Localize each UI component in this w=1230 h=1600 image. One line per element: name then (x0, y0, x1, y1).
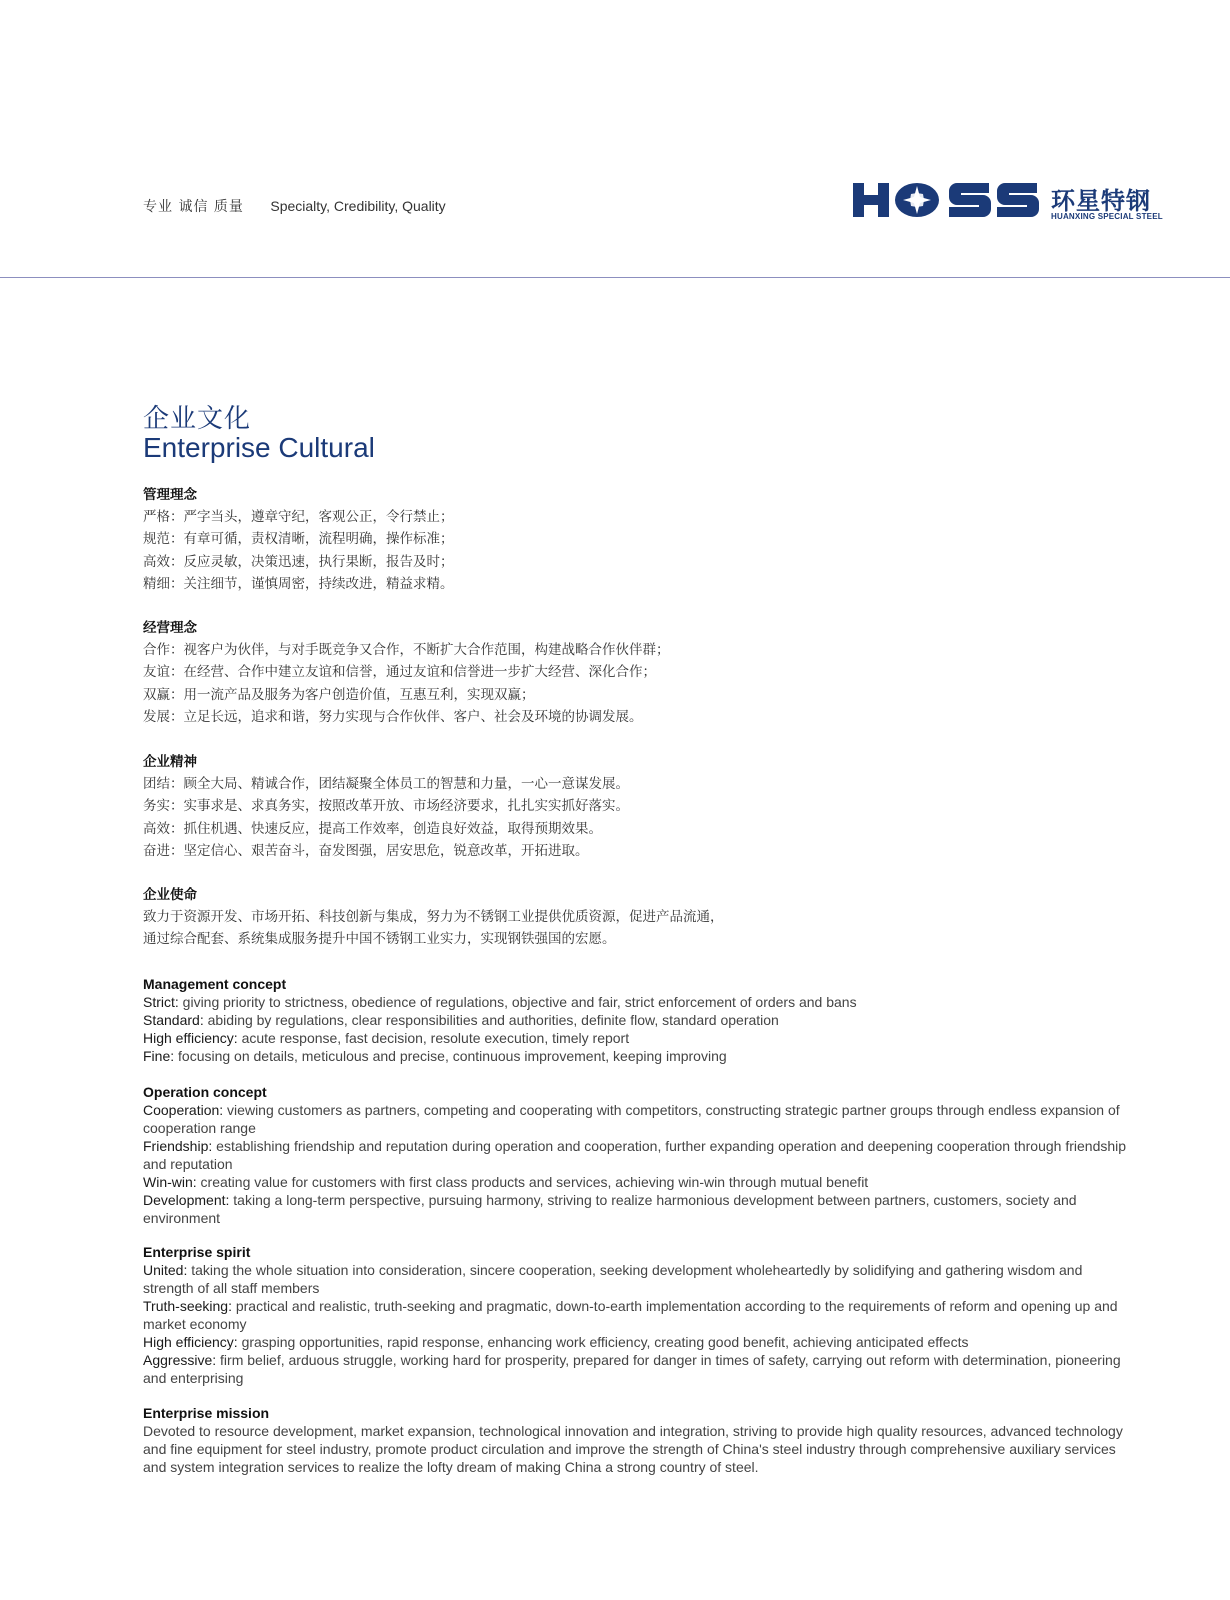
section-heading: Management concept (143, 976, 287, 992)
item-key: Friendship: (143, 1138, 213, 1154)
section-heading: 经营理念 (143, 620, 197, 636)
item-text: taking the whole situation into consideration, sincere cooperation, seeking development wholeheartedly by solidifying and gathering wisdom and strength of all staff members (143, 1262, 1083, 1296)
item-text: practical and realistic, truth-seeking and pragmatic, down-to-earth implementation according to the requirements of reform and opening up and market economy (143, 1298, 1118, 1332)
cn-management-section (143, 484, 903, 595)
section-item (143, 1297, 1128, 1333)
section-line: 规范：有章可循，责权清晰，流程明确，操作标准； (143, 531, 454, 548)
en-operation-section (143, 1083, 1128, 1227)
item-key: High efficiency: (143, 1334, 238, 1350)
section-line: 团结：顾全大局、精诚合作，团结凝聚全体员工的智慧和力量，一心一意谋发展。 (143, 776, 629, 792)
section-heading: 企业使命 (143, 887, 197, 903)
item-key: Standard: (143, 1012, 204, 1028)
item-text: viewing customers as partners, competing and cooperating with competitors, constructing strategic partner groups through endless expansion of cooperation range (143, 1102, 1120, 1136)
item-text: focusing on details, meticulous and precise, continuous improvement, keeping improving (174, 1048, 727, 1064)
section-item (143, 1261, 1128, 1297)
item-key: Aggressive: (143, 1352, 217, 1368)
hoss-logo (853, 181, 1163, 225)
item-text: acute response, fast decision, resolute execution, timely report (237, 1030, 630, 1046)
section-line: 致力于资源开发、市场开拓、科技创新与集成，努力为不锈钢工业提供优质资源，促进产品流通， (143, 909, 724, 925)
section-line: 合作：视客户为伙伴，与对手既竞争又合作，不断扩大合作范围，构建战略合作伙伴群； (143, 642, 670, 658)
section-line: 通过综合配套、系统集成服务提升中国不锈钢工业实力，实现钢铁强国的宏愿。 (143, 931, 616, 948)
item-key: Cooperation: (143, 1102, 224, 1118)
hoss-wordmark-logo (853, 181, 1043, 221)
section-item (143, 1029, 1128, 1047)
mission-text: Devoted to resource development, market expansion, technological innovation and integration, striving to provide high quality resources, advanced technology and fine equipment for steel industry, promote product circulation and improve the strength of China's steel industry through comprehensive auxiliary services and system integration services to realize the lofty dream of making China a strong country of steel. (143, 1423, 1123, 1475)
item-text: firm belief, arduous struggle, working hard for prosperity, prepared for danger in times of safety, carrying out reform with determination, pioneering and enterprising (143, 1352, 1121, 1386)
section-line: 高效：反应灵敏，决策迅速，执行果断，报告及时； (143, 553, 454, 570)
section-heading: Enterprise mission (143, 1405, 270, 1421)
section-line: 严格：严字当头，遵章守纪，客观公正，令行禁止； (143, 509, 454, 525)
section-item (143, 1191, 1128, 1227)
item-key: Truth-seeking: (143, 1298, 232, 1314)
item-text: giving priority to strictness, obedience of regulations, objective and fair, strict enforcement of orders and bans (178, 994, 857, 1010)
cn-mission-section (143, 884, 903, 951)
item-text: abiding by regulations, clear responsibilities and authorities, definite flow, standard operation (203, 1012, 779, 1028)
item-key: High efficiency: (143, 1030, 238, 1046)
section-heading: Operation concept (143, 1084, 267, 1100)
logo-chinese-name: 环星特钢 (1051, 187, 1151, 215)
section-item (143, 1011, 1128, 1029)
section-line: 友谊：在经营、合作中建立友谊和信誉，通过友谊和信誉进一步扩大经营、深化合作； (143, 664, 656, 681)
item-text: establishing friendship and reputation during operation and cooperation, further expanding operation and deepening cooperation through friendship and reputation (143, 1138, 1127, 1172)
section-line: 双赢：用一流产品及服务为客户创造价值，互惠互利，实现双赢； (143, 686, 535, 703)
item-text: creating value for customers with first class products and services, achieving win-win through mutual benefit (196, 1174, 869, 1190)
section-line: 发展：立足长远，追求和谐，努力实现与合作伙伴、客户、社会及环境的协调发展。 (143, 708, 643, 725)
logo-english-name: HUANXING SPECIAL STEEL (1051, 212, 1163, 221)
item-key: Development: (143, 1192, 230, 1208)
cn-operation-section (143, 617, 903, 728)
item-text: grasping opportunities, rapid response, enhancing work efficiency, creating good benefit, achieving anticipated effects (237, 1334, 969, 1350)
cn-spirit-section (143, 751, 903, 862)
section-item (143, 1101, 1128, 1137)
section-heading: 管理理念 (143, 487, 197, 503)
section-item (143, 1351, 1128, 1387)
item-key: Fine: (143, 1048, 175, 1064)
slogan-en: Specialty, Credibility, Quality (270, 198, 446, 214)
en-management-section (143, 975, 1128, 1065)
slogan-cn: 专业 诚信 质量 (143, 199, 244, 215)
section-item (143, 1047, 1128, 1065)
en-mission-section (143, 1404, 1128, 1476)
section-line: 务实：实事求是、求真务实，按照改革开放、市场经济要求，扎扎实实抓好落实。 (143, 798, 629, 815)
section-item (143, 1173, 1128, 1191)
section-heading: Enterprise spirit (143, 1244, 251, 1260)
section-item (143, 1137, 1128, 1173)
page-title-cn: 企业文化 (143, 404, 252, 434)
section-line: 精细：关注细节，谨慎周密，持续改进，精益求精。 (143, 575, 454, 592)
item-key: United: (143, 1262, 188, 1278)
item-text: taking a long-term perspective, pursuing harmony, striving to realize harmonious development between partners, customers, society and environment (143, 1192, 1077, 1226)
header-divider (0, 277, 1230, 278)
section-item (143, 993, 1128, 1011)
section-line: 高效：抓住机遇、快速反应，提高工作效率，创造良好效益，取得预期效果。 (143, 820, 602, 837)
page-title-en: Enterprise Cultural (143, 432, 375, 463)
item-key: Strict: (143, 994, 179, 1010)
section-line: 奋进：坚定信心、艰苦奋斗，奋发图强，居安思危，锐意改革，开拓进取。 (143, 842, 589, 859)
section-heading: 企业精神 (143, 754, 197, 770)
section-item (143, 1333, 1128, 1351)
header-slogan (143, 196, 446, 216)
en-spirit-section (143, 1243, 1128, 1387)
item-key: Win-win: (143, 1174, 197, 1190)
